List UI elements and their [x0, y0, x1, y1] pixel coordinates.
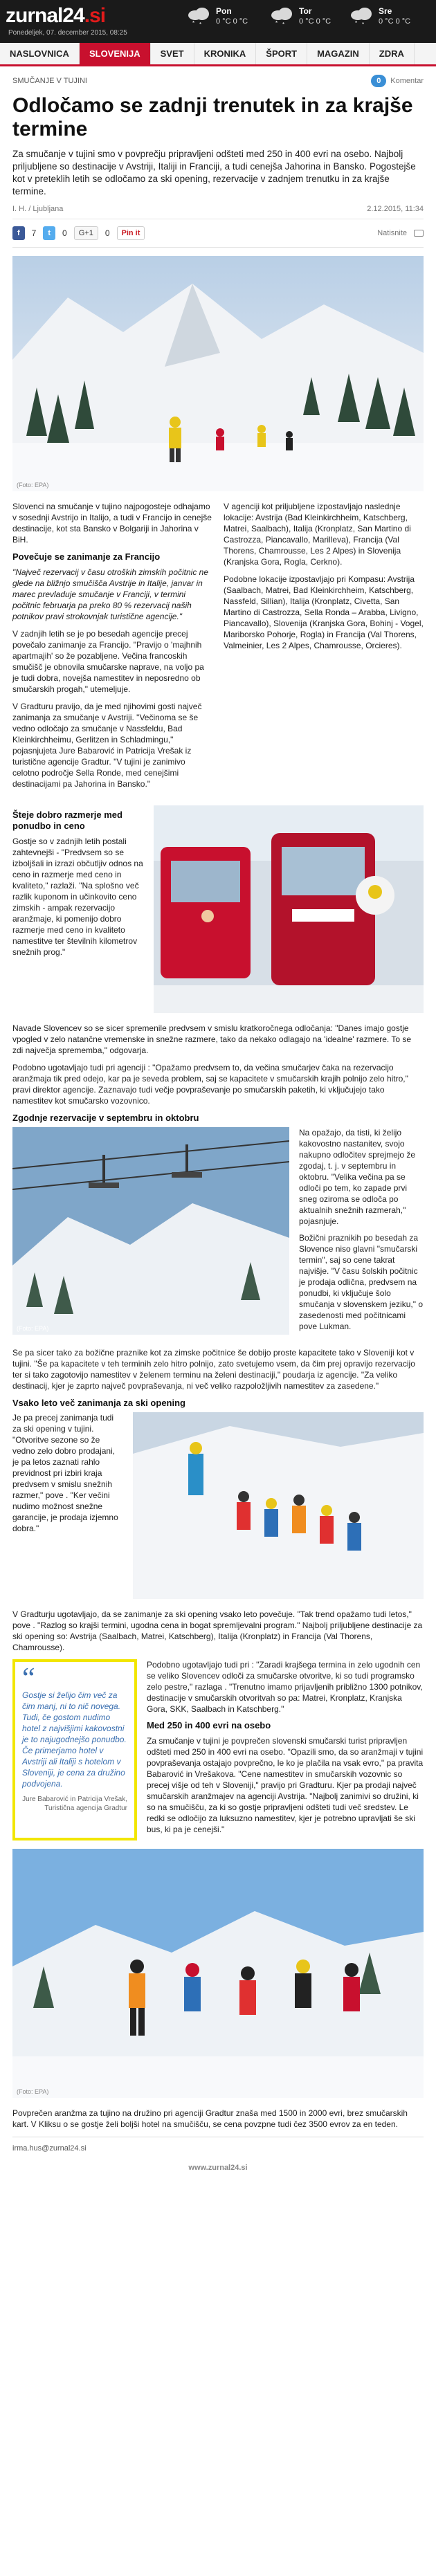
section-demand — [12, 805, 424, 1013]
paragraph: V Gradturu pravijo, da je med njihovimi gosti največ zanimanja za smučanje v Avstriji. "Večinoma se še vedno odločajo za smučanje v Nassfeldu, Bad Kleinkirchheimu, Gerlitzen in Schladmingu," pojasnjujeta Jure Babarović in Patricija Vrešak iz turistične agencije Gradtur. "V tujini je zanimivo celotno področje Sella Ronde, med cenejšimi destinacijami pa Jahorina in Bansko." — [12, 702, 202, 789]
pull-quote — [12, 1659, 137, 1840]
nav-sport[interactable]: ŠPORT — [256, 43, 307, 64]
site-watermark: www.zurnal24.si — [188, 2164, 248, 2172]
article-lead: Za smučanje v tujini smo v povprečju pripravljeni odšteti med 250 in 400 evri na osebo. Najbolj priljubljene so destinacije v Avstriji, Italiji in Franciji, a tudi cenejša Jahorina in Bansko. Pogostejše kot v preteklih letih se odločamo za ski opening, rezervacije v zadnjem trenutku in za krajše termine. — [12, 149, 416, 197]
comments-label: Komentar — [390, 77, 424, 85]
nav-zdravje[interactable]: ZDRA — [370, 43, 415, 64]
kids-ski-photo — [133, 1412, 424, 1599]
snow-cloud-icon: * * — [270, 6, 293, 27]
share-bar — [12, 226, 424, 248]
nav-magazin[interactable]: MAGAZIN — [307, 43, 370, 64]
paragraph: V Gradturju ugotavljajo, da se zanimanje za ski opening vsako leto povečuje. "Tak trend opažamo tudi letos," pove . "Razlog so krajši termini, ugodna cena in bogat spremljevalni program." Najbolj priljubljene destinacije za ski opening so: Avstrija (Saalbach, Matrei, Katschberg), Italija (Kronplatz) in Francija (Val Thorens, Chamrousse). — [12, 1609, 423, 1652]
section-skiopening — [12, 1412, 424, 1599]
gplus-count: 0 — [105, 228, 110, 238]
comment-count-icon: 0 — [371, 75, 386, 87]
twitter-count: 0 — [62, 228, 67, 238]
article-photo-main — [12, 256, 424, 491]
paragraph: Podobno ugotavljajo tudi pri agenciji : "Opažamo predvsem to, da večina smučarjev čaka na rezervacijo aranžmaja tik pred odejo, kar pa je seveda problem, saj se kapacitete v smučarskih krajih polnijo zelo hitro," pravi direktor agencije. Zaznavajo tudi večje povpraševanje po smučarskih paketih, ki vključujejo tako namestitev kot smučarsko vozovnico. — [12, 1063, 408, 1106]
twitter-icon: t — [48, 229, 51, 237]
subheading-france: Povečuje se zanimanje za Francijo — [12, 551, 161, 562]
subheading-reservations: Zgodnje rezervacije v septembru in oktobru — [12, 1113, 199, 1123]
text-column-left — [12, 501, 212, 796]
photo-caption: (Foto: EPA) — [17, 2088, 49, 2095]
article-footer — [12, 2137, 424, 2186]
byline — [12, 205, 424, 219]
skiers-photo — [12, 1849, 424, 2098]
subheading-skiopening: Vsako leto več zanimanja za ski opening — [12, 1398, 185, 1408]
nav-svet[interactable]: SVET — [151, 43, 194, 64]
snow-cloud-icon: * * — [187, 6, 210, 27]
paragraph: Je pa precej zanimanja tudi za ski opening v tujini. "Otvoritve sezone so že vedno zelo dobro prodajani, je pa letos zaznati rahlo previdnost pri izbiri kraja predvsem v smislu snežnih razmer," pove . "Ker večini nudimo možnost snežne garancije, je prodaja izjemno dobra." — [12, 1413, 118, 1533]
chairlift-image — [12, 1127, 289, 1335]
paragraph: Povprečen aranžma za tujino na družino pri agenciji Gradtur znaša med 1500 in 2000 evri, brez smučarskih kart. V Kliksu o se gostje želi boljši hotel na smučišču, se cena povzpne tudi čez 3500 evrov za en teden. — [12, 2108, 408, 2129]
article — [0, 75, 436, 2186]
subheading-demand: Šteje dobro razmerje med ponudbo in ceno — [12, 810, 122, 831]
weather-day-1: * * Pon 0 °C 0 °C — [187, 6, 248, 27]
facebook-count: 7 — [31, 228, 37, 238]
kids-ski-image — [133, 1412, 424, 1599]
chairlift-photo — [12, 1127, 289, 1335]
paragraph: Na opažajo, da tisti, ki želijo kakovostno nastanitev, svojo nakupno odločitev sprejmejo že zgodaj, t. j. v septembru in oktobru. "Velika večina pa se odloči po tem, ko zapade prvi sneg oziroma se odloča po aktualnih snežnih razmerah," pojasnjuje. — [299, 1128, 416, 1226]
pull-quote-text: Gostje si želijo čim več za čim manj, ni to nič novega. Tudi, če gostom nudimo hotel z najvišjimi kakovostni je to najugodnejšo ponudbo. Če primerjamo hotel v Avstriji ali Italiji s hotelom v Sloveniji, je cena za družino podvojena. — [22, 1690, 127, 1789]
gondola-image — [154, 805, 424, 1013]
subheading-prices: Med 250 in 400 evri na osebo — [147, 1720, 271, 1730]
paragraph: Podobno ugotavljajo tudi pri : "Zaradi krajšega termina in zelo ugodnih cen se veliko Slovencev odloči za smučarske otvoritve, ki so tudi programsko zelo pestre," razlaga . "Trenutno imamo prijavljenih približno 1300 potnikov, destinacije v smučarskih otvoritvah so pa: Matrei, Kronplatz, Kranjska Gora, SKK, Saalbach in Katschberg." — [147, 1660, 423, 1714]
facebook-icon: f — [17, 229, 20, 237]
pinterest-button[interactable]: Pin it — [117, 226, 145, 240]
current-date: Ponedeljek, 07. december 2015, 08:25 — [8, 29, 127, 37]
section-reservations — [12, 1127, 424, 1337]
nav-naslovnica[interactable]: NASLOVNICA — [0, 43, 80, 64]
paragraph: V zadnjih letih se je po besedah agencije precej povečalo zanimanje za Francijo. "Pravijo o 'majhnih apartmajih' so že pozabljene. Večina francoskih smučišč je obnovila smučarske naprave, na voljo pa je tudi dobra, novejša namestitev in neposredno ob smučarskih progah," utemeljuje. — [12, 629, 204, 694]
ski-slope-image — [12, 256, 424, 491]
quote-mark-icon: “ — [22, 1663, 35, 1695]
paragraph: Gostje so v zadnjih letih postali zahtevnejši - "Predvsem so se izboljšali in izrazi občutljiv odnos na ceno in razmerje med ceno in kvaliteto," razlaži. "Na splošno več razlik kuponom in učinkovito ceno zimskih - ampak rezervacijo aranžmaje, ki pomenijo dobro razmerje med ceno in kvaliteto namestitve ter številnih kilometrov snežnih prog." — [12, 837, 143, 957]
snow-cloud-icon: * * — [349, 6, 373, 27]
main-nav — [0, 43, 436, 66]
paragraph: Podobne lokacije izpostavljajo pri Kompasu: Avstrija (Saalbach, Matrei, Bad Kleinkirchheim, Katschberg, Nassfeld, Sillian), Italija (Kronplatz, Civetta, San Martino di Castrozza, Sella Ronda – Arabba, Livigno, Piancavallo), Slovenija (Kranjska Gora, Bohinj - Vogel, Mariborsko Pohorje, Rogla) in Francija (Val Thorens, Valmeinier, Les 2 Alpes, Chamrousse, Orcieres). — [224, 574, 424, 650]
gplus-button[interactable]: G+1 — [74, 226, 98, 240]
paragraph: V agenciji kot priljubljene izpostavljajo naslednje lokacije: Avstrija (Bad Kleinkirchheim, Katschberg, Matrei, Saalbach), Italija (Kronplatz, San Martino di Castrozza, Piancavallo, Marilleva), Francija (Val Thorens, Chamrousse, Les 2 Alpes) in Slovenija (Kranjska Gora, Rogla, Cerkno). — [224, 502, 411, 567]
quote-paragraph: "Največ rezervacij v času otroških zimskih počitnic ne glede na bližnjo smučišča Avstrije in Italije, janvar in marec prevladuje smučanje v Franciji, v termini počitnic februarja pa preko 80 % rezervacij naših potnikov pravi strokovnjak turistične agencije." — [12, 567, 209, 621]
author-email[interactable]: irma.hus@zurnal24.si — [12, 2144, 87, 2153]
nav-kronika[interactable]: KRONIKA — [194, 43, 257, 64]
weather-day-2: * * Tor 0 °C 0 °C — [270, 6, 331, 27]
photo-caption: (Foto: EPA) — [17, 1325, 49, 1332]
publish-date: 2.12.2015, 11:34 — [367, 205, 424, 213]
nav-slovenija[interactable]: SLOVENIJA — [80, 43, 151, 64]
paragraph: Se pa sicer tako za božične praznike kot za zimske počitnice še dobijo proste kapacitete tako v Sloveniji kot v tujini. "Še pa kapacitete v teh terminih zelo hitro polnijo, zato svetujemo vsem, da čim prej opravijo rezervacijo ter si tako zagotovijo namestitev v želenem terminu na želeni destinaciji," poudarja iz agencije. "Za veliko destinacij, kjer je zaprto največ povpraševanja, ni več veliko razpoložljivih namestitev za zasedene." — [12, 1348, 415, 1391]
print-link[interactable]: Natisnite — [377, 229, 407, 237]
site-header — [0, 0, 436, 43]
paragraph: Navade Slovencev so se sicer spremenile predvsem v smislu kratkoročnega odločanja: "Danes imajo gostje vpogled v zelo natančne vremenske in snežne razmere, tako da nekako odlagajo na 'idealne' razmere. To se zdi največja sprememba," odgovarja. — [12, 1023, 412, 1055]
photo-caption: (Foto: EPA) — [17, 482, 49, 488]
text-column-right — [224, 501, 424, 796]
pull-quote-source: Jure Babarović in Patricija Vrešak, Turistična agencija Gradtur — [22, 1796, 127, 1812]
print-icon[interactable] — [414, 230, 424, 237]
skiers-image — [12, 1849, 424, 2098]
paragraph: Za smučanje v tujini je povprečen slovenski smučarski turist pripravljen odšteti med 250 in 400 evri na osebo. "Opazili smo, da so aranžmaji v tujini povpraševanja ostajajo povprečno, le ko je plačila na vsak evro," pa pravita Babarović in Vrešakova. "Cene namestitev in smučarskih vozovnic so precej višje od teh v Sloveniji," pravijo pri Gradturu. Kjer pa prodaji največ smučarskih aranžmajev na agenciji Avstrija. "Najbolj zanimivi so družini, ki so na smučišču, za ki so gostje pripravljeni odšteti tudi več sredstev. Le redki se odločijo za luksuzno namestitev, kjer je potrebno upravljati še ski bus, ki pa je cenejši." — [147, 1736, 424, 1834]
comments-link[interactable] — [371, 75, 424, 87]
paragraph: Slovenci na smučanje v tujino najpogosteje odhajamo v sosednji Avstrijo in Italijo, a tudi v Francijo in cenejše destinacije, kot sta Bansko v Bolgariji in Jahorina v BiH. — [12, 502, 212, 545]
twitter-share-button[interactable] — [43, 226, 55, 240]
weather-day-3: * * Sre 0 °C 0 °C — [349, 6, 410, 27]
gondola-photo — [154, 805, 424, 1013]
author: I. H. / Ljubljana — [12, 205, 64, 213]
facebook-share-button[interactable] — [12, 226, 25, 240]
article-title: Odločamo se zadnji trenutek in za krajše termine — [12, 94, 413, 140]
article-topic[interactable]: SMUČANJE V TUJINI — [12, 77, 87, 85]
paragraph: Božični praznikih po besedah za Slovence niso glavni "smučarski termin", saj so cene takrat najvišje. "V času šolskih počitnic je prodaja odlična, predvsem na ponudbi, ki vključuje šolo smučanja v slovenskem jeziku," o zasedenosti med počitnicami pove Lukman. — [299, 1233, 423, 1331]
site-logo[interactable]: zurnal24.si — [6, 4, 106, 27]
quote-row — [12, 1659, 424, 1840]
